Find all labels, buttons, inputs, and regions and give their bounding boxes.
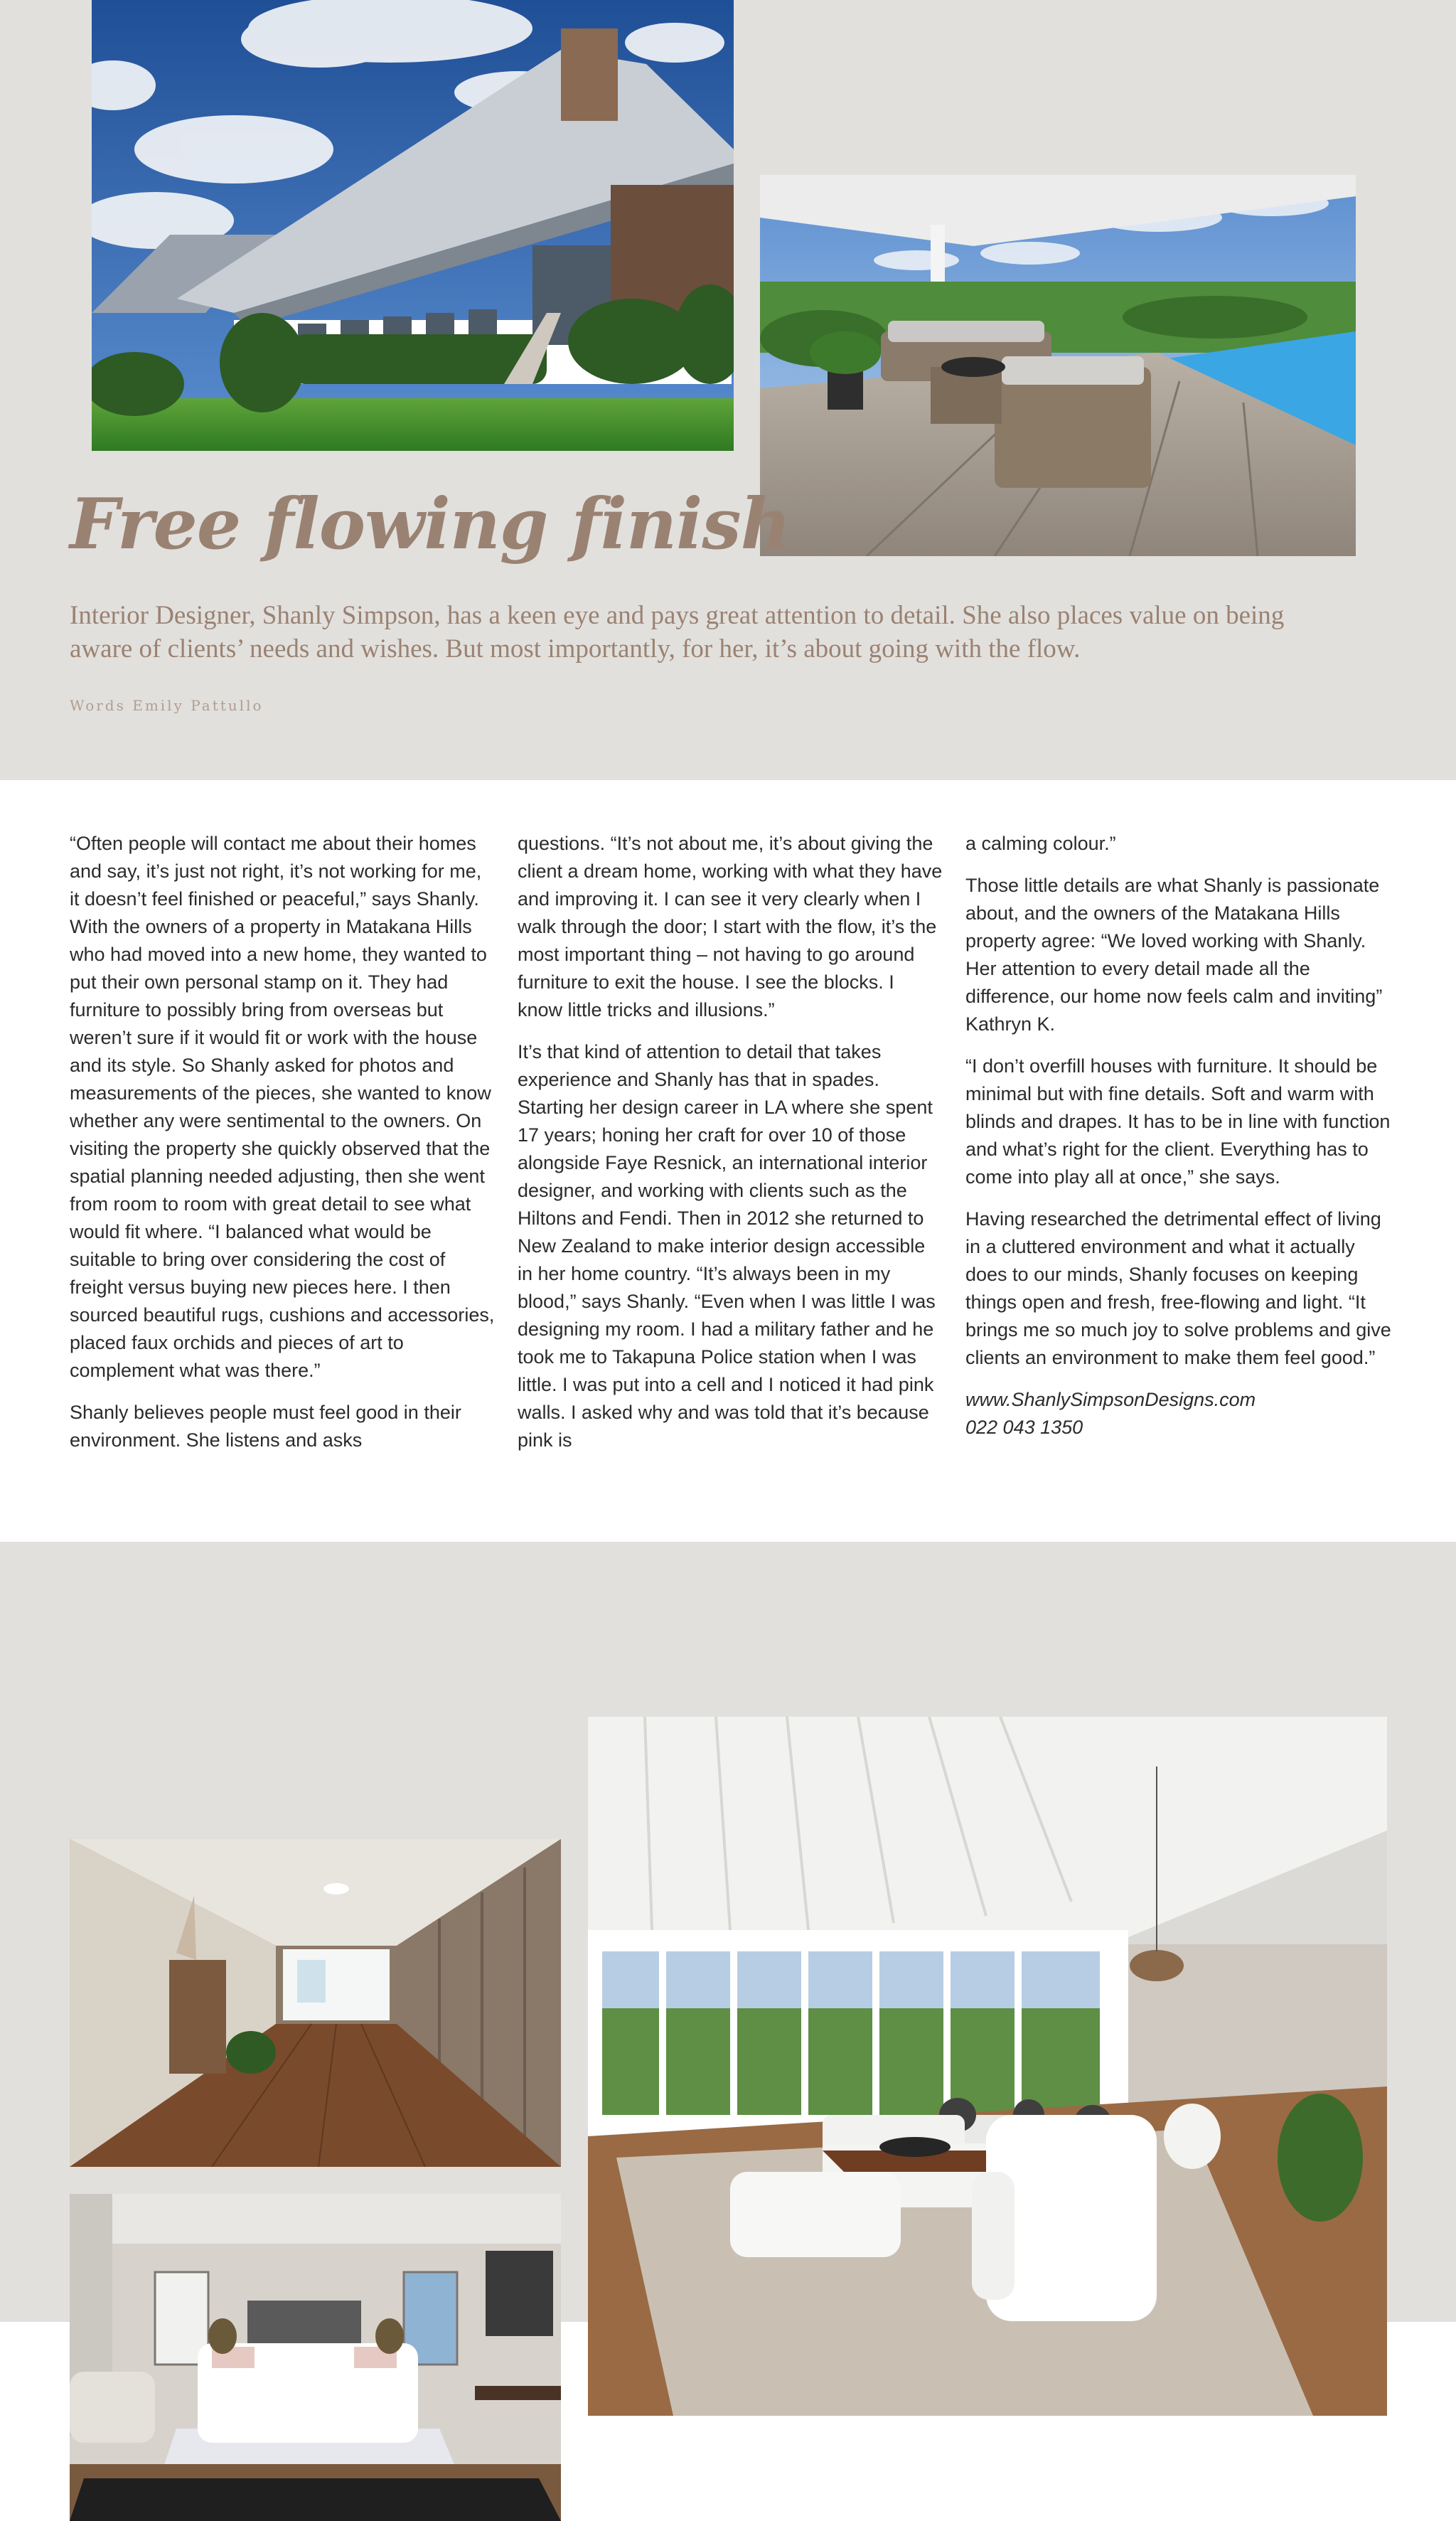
paragraph: Shanly believes people must feel good in their environment. She listens and asks — [70, 1402, 461, 1451]
living-room-photo — [588, 1717, 1387, 2416]
paragraph: a calming colour.” — [965, 833, 1116, 854]
paragraph: Having researched the detrimental effect of living in a cluttered environment and what it actually does to our minds, Shanly focuses on keeping things open and fresh, free-flowing and light. “It brings me so much joy to solve problems and give clients an environment to make them feel good.” — [965, 1208, 1391, 1368]
text-column-2 — [518, 830, 944, 1469]
article-title: Free flowing finish — [70, 484, 791, 565]
paragraph: Those little details are what Shanly is passionate about, and the owners of the Matakana Hills property agree: “We loved working with Shanly. Her attention to every detail made all the difference, our home now feels calm and inviting” Kathryn K. — [965, 875, 1383, 1035]
website-link[interactable]: www.ShanlySimpsonDesigns.com — [965, 1389, 1256, 1410]
bedroom-photo — [70, 2194, 561, 2521]
paragraph: “Often people will contact me about their homes and say, it’s just not right, it’s not working for me, it doesn’t feel finished or peaceful,” says Shanly. With the owners of a property in Matakana Hills who had moved into a new home, they wanted to put their own personal stamp on it. They had furniture to possibly bring from overseas but weren’t sure if it would fit or work with the house and its style. So Shanly asked for photos and measurements of the pieces, she wanted to know whether any were sentimental to the owners. On visiting the property she quickly observed that the spatial planning needed adjusting, then she went from room to room with great detail to see what would fit where. “I balanced what would be suitable to bring over considering the cost of freight versus buying new pieces here. I then sourced beautiful rugs, cushions and accessories, placed faux orchids and pieces of art to complement what was there.” — [70, 833, 495, 1381]
article-byline: Words Emily Pattullo — [70, 697, 264, 714]
text-column-1 — [70, 830, 495, 1469]
paragraph: It’s that kind of attention to detail that takes experience and Shanly has that in spades. Starting her design career in LA where she spent 17 years; honing her craft for over 10 of those alongside Faye Resnick, an international interior designer, and working with clients such as the Hiltons and Fendi. Then in 2012 she returned to New Zealand to make interior design accessible in her home country. “It’s always been in my blood,” says Shanly. “Even when I was little I was designing my room. I had a military father and he took me to Takapuna Police station when I was little. I was put into a cell and I noticed it had pink walls. I asked why and was told that it’s because pink is — [518, 1041, 936, 1451]
house-exterior-photo — [92, 0, 734, 451]
paragraph: questions. “It’s not about me, it’s about giving the client a dream home, working with what they have and improving it. I can see it very clearly when I walk through the door; I start with the flow, it’s the most important thing – not having to go around furniture to exit the house. I see the blocks. I know little tricks and illusions.” — [518, 833, 943, 1020]
phone-number: 022 043 1350 — [965, 1417, 1083, 1438]
paragraph: “I don’t overfill houses with furniture. It should be minimal but with fine details. Soft and warm with blinds and drapes. It has to be in line with function and what’s right for the client. Everything has to come into play all at once,” she says. — [965, 1055, 1391, 1188]
article-intro: Interior Designer, Shanly Simpson, has a keen eye and pays great attention to detail. She also places value on being aware of clients’ needs and wishes. But most importantly, for her, it’s about going with the flow. — [70, 601, 1285, 663]
hallway-photo — [70, 1839, 561, 2167]
outdoor-lounge-pool-photo — [760, 175, 1356, 556]
text-column-3 — [965, 830, 1392, 1441]
